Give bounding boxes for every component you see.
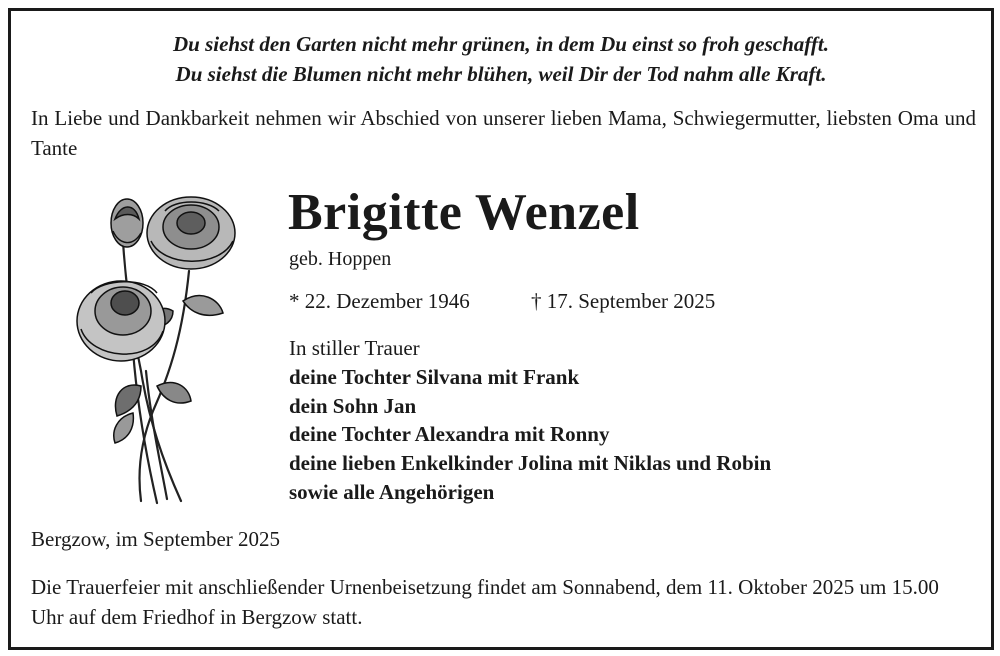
verse-line-2: Du siehst die Blumen nicht mehr blühen, weil Dir der Tod nahm alle Kraft. [175, 62, 827, 86]
mourner-line: deine lieben Enkelkinder Jolina mit Niklas und Robin [289, 451, 772, 476]
mourner-line: deine Tochter Alexandra mit Ronny [289, 422, 610, 447]
deceased-name: Brigitte Wenzel [288, 184, 640, 241]
mourners-heading: In stiller Trauer [289, 336, 420, 360]
mourner-line: deine Tochter Silvana mit Frank [289, 364, 580, 389]
death-date: † 17. September 2025 [531, 289, 716, 313]
roses-illustration [71, 181, 251, 511]
mourners-list [289, 334, 771, 507]
funeral-notice: Die Trauerfeier mit anschließender Urnenbeisetzung findet am Sonnabend, dem 11. Oktober 2025 um 15.00 Uhr auf dem Friedhof in Bergzow statt. [31, 575, 939, 629]
birth-name: geb. Hoppen [289, 248, 392, 270]
obituary-border [8, 8, 994, 650]
birth-date: * 22. Dezember 1946 [289, 289, 470, 313]
mourner-line: dein Sohn Jan [289, 393, 417, 418]
mourner-line: sowie alle Angehörigen [289, 479, 495, 504]
verse-line-1: Du siehst den Garten nicht mehr grünen, in dem Du einst so froh geschafft. [173, 32, 829, 56]
intro-text: In Liebe und Dankbarkeit nehmen wir Abschied von unserer lieben Mama, Schwiegermutter, liebsten Oma und Tante [31, 106, 976, 160]
memorial-verse [11, 29, 991, 89]
place-date: Bergzow, im September 2025 [31, 527, 281, 551]
